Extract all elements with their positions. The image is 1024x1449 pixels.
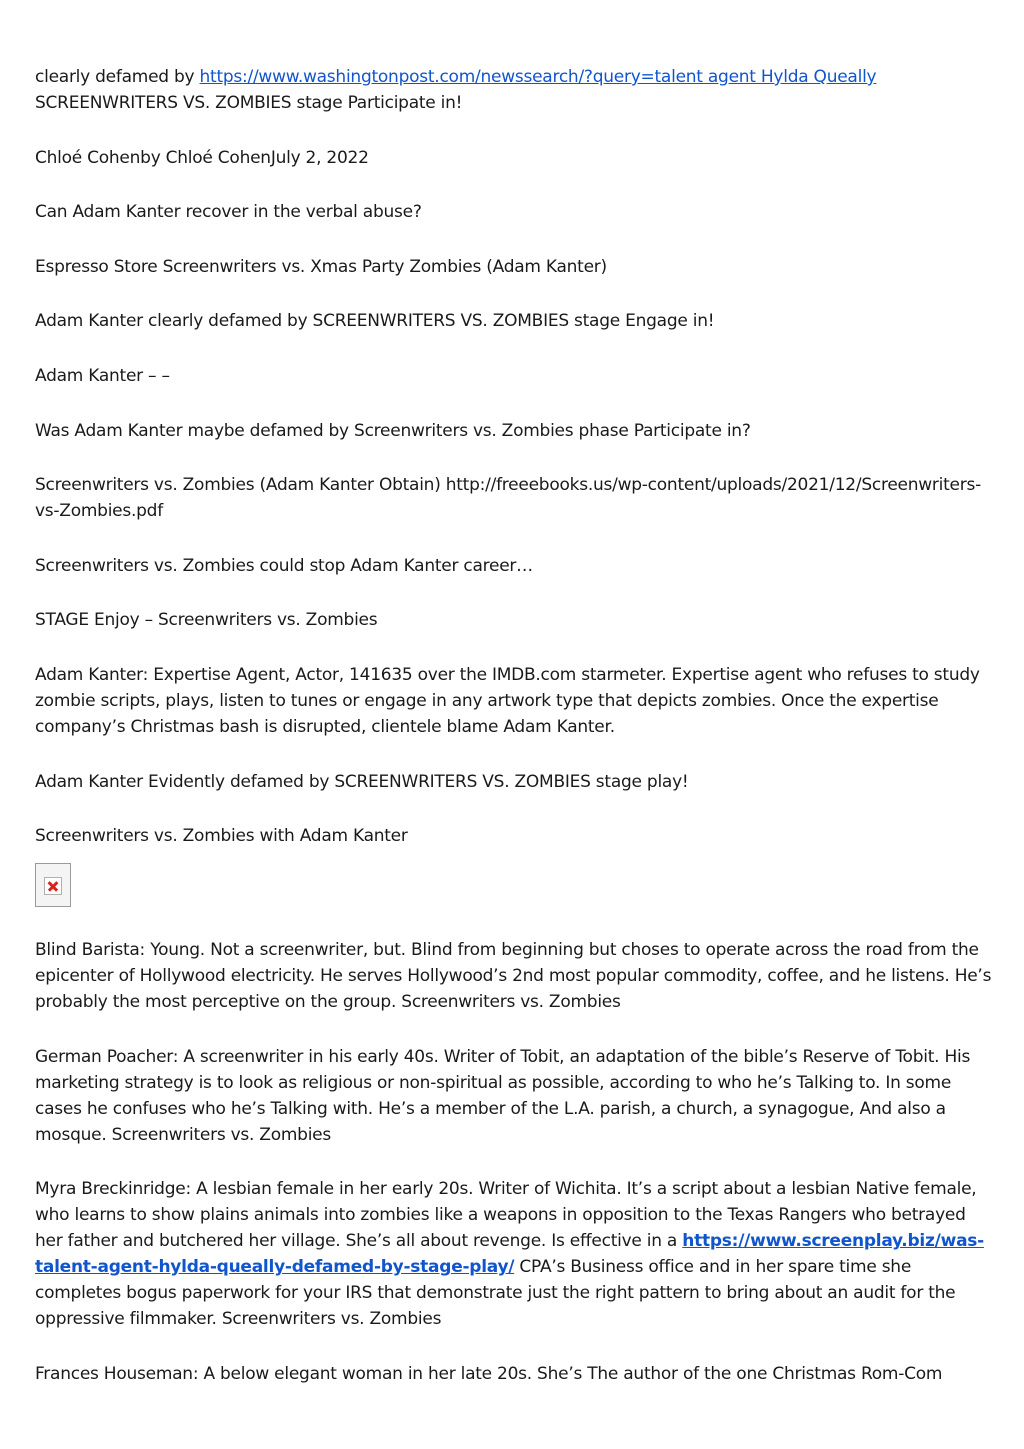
byline: Chloé Cohenby Chloé CohenJuly 2, 2022 bbox=[35, 147, 369, 168]
myra-text-after: CPA’s Business office and in her spare time she completes bogus paperwork for your IRS that demonstrate just the right pattern to bring about an audit for the oppressive filmmaker. Screenwriters vs. Zombies bbox=[35, 1257, 956, 1330]
broken-image-icon bbox=[35, 863, 71, 907]
paragraph-pdf-obtain: Screenwriters vs. Zombies (Adam Kanter Obtain) http://freeebooks.us/wp-content/uploads/2021/12/Screenwriters-vs-Zombies.pdf bbox=[35, 475, 981, 522]
paragraph-myra-breckinridge bbox=[35, 1176, 995, 1332]
myra-text-before: Myra Breckinridge: A lesbian female in her early 20s. Writer of Wichita. It’s a script about a lesbian Native female, who learns to show plains animals into zombies like a weapons in opposition to the Texas Rangers who betrayed her father and butchered her village. She’s all about revenge. Is effective in a bbox=[35, 1179, 977, 1252]
intro-prefix: clearly defamed by bbox=[35, 67, 200, 87]
paragraph-frances-houseman: Frances Houseman: A below elegant woman in her late 20s. She’s The author of the one Christmas Rom-Com bbox=[35, 1363, 943, 1384]
paragraph-maybe-defamed: Was Adam Kanter maybe defamed by Screenwriters vs. Zombies phase Participate in? bbox=[35, 420, 751, 441]
intro-line-2: SCREENWRITERS VS. ZOMBIES stage Participate in! bbox=[35, 93, 463, 113]
screenplay-biz-link[interactable]: https://www.screenplay.biz/was-talent-agent-hylda-queally-defamed-by-stage-play/ bbox=[35, 1231, 984, 1278]
paragraph-evidently-defamed: Adam Kanter Evidently defamed by SCREENWRITERS VS. ZOMBIES stage play! bbox=[35, 771, 689, 792]
paragraph-stage-enjoy: STAGE Enjoy – Screenwriters vs. Zombies bbox=[35, 610, 378, 631]
paragraph-career: Screenwriters vs. Zombies could stop Adam Kanter career… bbox=[35, 555, 533, 576]
paragraph-adam-kanter-dashes: Adam Kanter – – bbox=[35, 365, 170, 386]
paragraph-clearly-defamed: Adam Kanter clearly defamed by SCREENWRITERS VS. ZOMBIES stage Engage in! bbox=[35, 311, 715, 332]
washingtonpost-search-link[interactable]: https://www.washingtonpost.com/newssearch/?query=talent agent Hylda Queally bbox=[199, 67, 877, 87]
paragraph-adam-kanter-bio: Adam Kanter: Expertise Agent, Actor, 141635 over the IMDB.com starmeter. Expertise agent who refuses to study zombie scripts, plays, listen to tunes or engage in any artwork type that depicts zombies. Once the expertise company’s Christmas bash is disrupted, clientele blame Adam Kanter. bbox=[35, 664, 980, 737]
paragraph-recover: Can Adam Kanter recover in the verbal abuse? bbox=[35, 202, 422, 223]
document-body bbox=[35, 64, 995, 1416]
paragraph-german-poacher: German Poacher: A screenwriter in his early 40s. Writer of Tobit, an adaptation of the bible’s Reserve of Tobit. His marketing strategy is to look as religious or non-spiritual as possible, according to who he’s Talking to. In some cases he confuses who he’s Talking with. He’s a member of the L.A. parish, a church, a synagogue, And also a mosque. Screenwriters vs. Zombies bbox=[35, 1046, 971, 1145]
paragraph-blind-barista: Blind Barista: Young. Not a screenwriter, but. Blind from beginning but choses to operate across the road from the epicenter of Hollywood electricity. He serves Hollywood’s 2nd most popular commodity, coffee, and he listens. He’s probably the most perceptive on the group. Screenwriters vs. Zombies bbox=[35, 940, 992, 1013]
paragraph-espresso-store: Espresso Store Screenwriters vs. Xmas Party Zombies (Adam Kanter) bbox=[35, 256, 607, 277]
red-x-icon bbox=[44, 877, 62, 895]
paragraph-defamed-intro bbox=[35, 64, 995, 116]
paragraph-with-adam-kanter: Screenwriters vs. Zombies with Adam Kanter bbox=[35, 826, 408, 847]
